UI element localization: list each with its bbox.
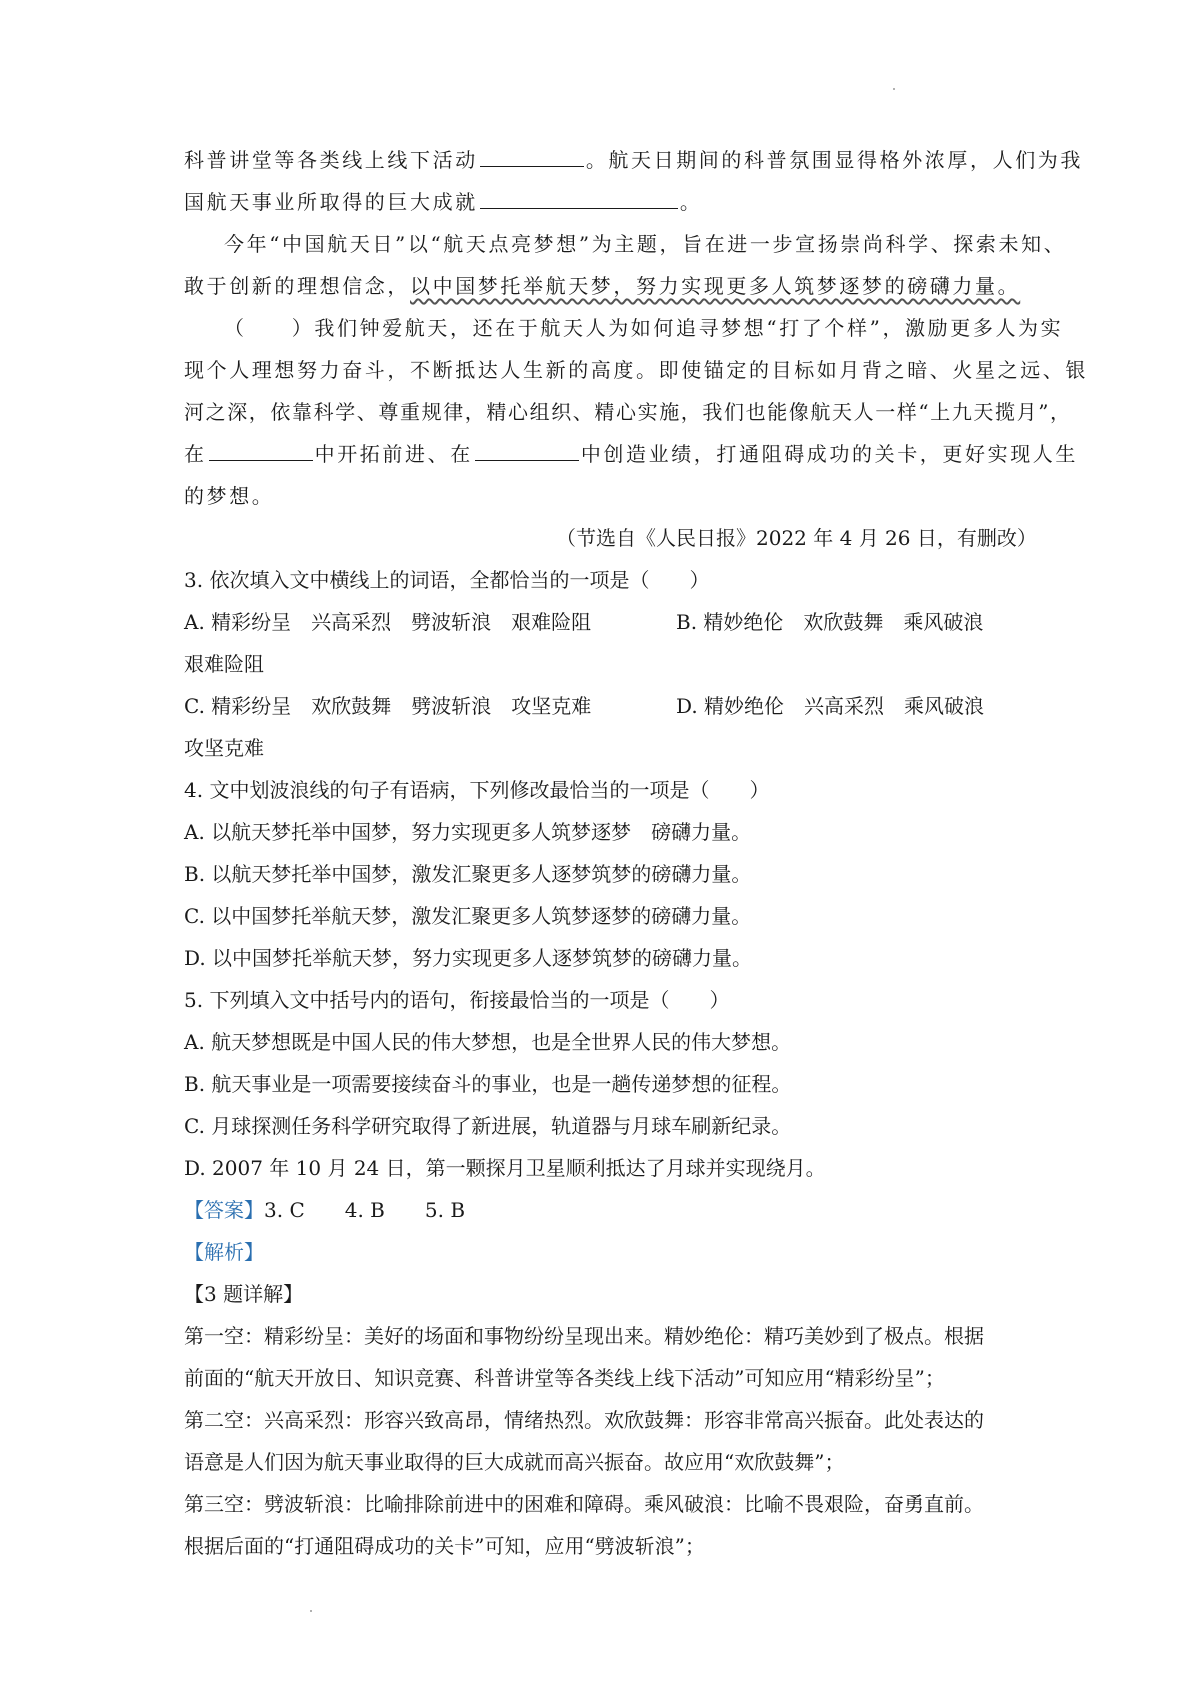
passage-line-7: 河之深，依靠科学、尊重规律，精心组织、精心实施，我们也能像航天人一样“上九天揽月”， [184,400,1072,424]
question-5-stem: 5. 下列填入文中括号内的语句，衔接最恰当的一项是（ ） [184,988,730,1012]
answer-line [184,1196,465,1224]
analysis-heading: 【3 题详解】 [184,1282,304,1306]
question-3-option-d: D. 精妙绝伦 兴高采烈 乘风破浪 [676,694,985,718]
question-4-option-b: B. 以航天梦托举中国梦，激发汇聚更多人逐梦筑梦的磅礴力量。 [184,862,752,886]
passage-line-1: 科普讲堂等各类线上线下活动 。航天日期间的科普氛围显得格外浓厚，人们为我 [184,148,1084,172]
question-4-option-d: D. 以中国梦托举航天梦，努力实现更多人逐梦筑梦的磅礴力量。 [184,946,753,970]
answer-text: 3. C 4. B 5. B [264,1198,466,1222]
question-4-option-c: C. 以中国梦托举航天梦，激发汇聚更多人筑梦逐梦的磅礴力量。 [184,904,752,928]
passage-source: （节选自《人民日报》2022 年 4 月 26 日，有删改） [556,526,1037,550]
analysis-line: 根据后面的“打通阻碍成功的关卡”可知，应用“劈波斩浪”； [184,1534,705,1558]
analysis-line: 第一空：精彩纷呈：美好的场面和事物纷纷呈现出来。精妙绝伦：精巧美妙到了极点。根据 [184,1324,984,1348]
fill-blank-3 [209,440,313,461]
analysis-line: 第三空：劈波斩浪：比喻排除前进中的困难和障碍。乘风破浪：比喻不畏艰险，奋勇直前。 [184,1492,984,1516]
answer-tag: 【答案】 [184,1198,264,1222]
question-5-option-b: B. 航天事业是一项需要接续奋斗的事业，也是一趟传递梦想的征程。 [184,1072,792,1096]
analysis-tag: 【解析】 [184,1240,264,1264]
question-3-option-b-cont: 艰难险阻 [184,652,264,676]
analysis-line: 前面的“航天开放日、知识竞赛、科普讲堂等各类线上线下活动”可知应用“精彩纷呈”； [184,1366,945,1390]
question-5-option-a: A. 航天梦想既是中国人民的伟大梦想，也是全世界人民的伟大梦想。 [184,1030,792,1054]
scan-speck [893,88,895,90]
question-3-option-d-cont: 攻坚克难 [184,736,264,760]
question-3-option-a: A. 精彩纷呈 兴高采烈 劈波斩浪 艰难险阻 [184,610,592,634]
passage-line-5: （ ）我们钟爱航天，还在于航天人为如何追寻梦想“打了个样”，激励更多人为实 [224,316,1064,340]
question-5-option-c: C. 月球探测任务科学研究取得了新进展，轨道器与月球车刷新纪录。 [184,1114,792,1138]
question-4-stem: 4. 文中划波浪线的句子有语病，下列修改最恰当的一项是（ ） [184,778,770,802]
wavy-underlined-sentence: 以中国梦托举航天梦，努力实现更多人筑梦逐梦的磅礴力量。 [410,274,1021,298]
question-3-stem: 3. 依次填入文中横线上的词语，全都恰当的一项是（ ） [184,568,710,592]
passage-line-6: 现个人理想努力奋斗，不断抵达人生新的高度。即使锚定的目标如月背之暗、火星之远、银 [184,358,1088,382]
scan-speck [310,1610,312,1612]
question-5-option-d: D. 2007 年 10 月 24 日，第一颗探月卫星顺利抵达了月球并实现绕月。 [184,1156,826,1180]
passage-line-4: 敢于创新的理想信念，以中国梦托举航天梦，努力实现更多人筑梦逐梦的磅礴力量。 [184,274,1021,298]
passage-line-9: 的梦想。 [184,484,275,508]
passage-line-8: 在 中开拓前进、在 中创造业绩，打通阻碍成功的关卡，更好实现人生 [184,442,1079,466]
analysis-line: 语意是人们因为航天事业取得的巨大成就而高兴振奋。故应用“欢欣鼓舞”； [184,1450,845,1474]
analysis-line: 第二空：兴高采烈：形容兴致高昂，情绪热烈。欢欣鼓舞：形容非常高兴振奋。此处表达的 [184,1408,984,1432]
question-3-option-c: C. 精彩纷呈 欢欣鼓舞 劈波斩浪 攻坚克难 [184,694,592,718]
passage-line-3: 今年“中国航天日”以“航天点亮梦想”为主题，旨在进一步宣扬崇尚科学、探索未知、 [224,232,1067,256]
question-3-option-b: B. 精妙绝伦 欢欣鼓舞 乘风破浪 [676,610,984,634]
fill-blank-1 [480,146,584,167]
fill-blank-2 [480,188,678,209]
question-4-option-a: A. 以航天梦托举中国梦，努力实现更多人筑梦逐梦 磅礴力量。 [184,820,752,844]
passage-line-2: 国航天事业所取得的巨大成就 。 [184,190,703,214]
fill-blank-4 [475,440,579,461]
